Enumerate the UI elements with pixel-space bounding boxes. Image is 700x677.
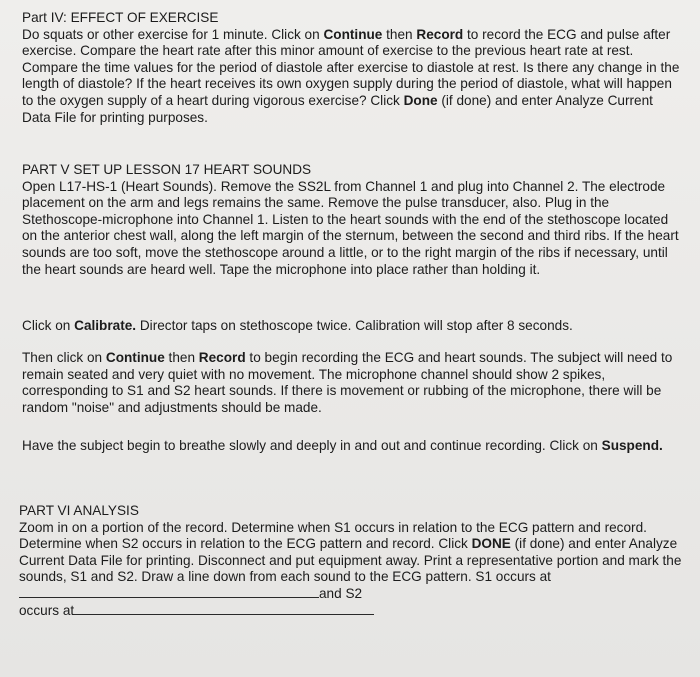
part6-text-1: Zoom in on a portion of the record. Determine when S1 occurs in relation to the ECG pattern and record. Determine when S2 occurs in relation to the ECG pattern and record. Click bbox=[19, 519, 647, 552]
part6-text-2: (if done) and enter Analyze Current Data File for printing. Disconnect and put equipment away. Print a representative portion and mark the sounds, S1 and S2. Draw a line down from each sound to the ECG pattern. S1 occurs at bbox=[19, 536, 682, 585]
part4-body bbox=[22, 27, 682, 127]
part4-text-1: Do squats or other exercise for 1 minute. Click on bbox=[22, 26, 324, 42]
s1-answer-line[interactable] bbox=[19, 596, 319, 598]
part4-text-3: to record the ECG and pulse after exercise. Compare the heart rate after this minor amount of exercise to the previous heart rate at rest. Compare the time values for the period of diastole after exercise to diastole at rest. Is there any change in the length of diastole? If the heart receives its own oxygen supply during the period of diastole, what will happen to the oxygen supply of a heart during vigorous exercise? Click bbox=[22, 26, 680, 108]
part5-section bbox=[22, 162, 682, 278]
part6-heading: PART VI ANALYSIS bbox=[19, 503, 139, 518]
part5-body: Open L17-HS-1 (Heart Sounds). Remove the SS2L from Channel 1 and plug into Channel 2. The electrode placement on the arm and legs remains the same. Remove the pulse transducer, also. Plug in the Stethoscope-microphone into Channel 1. Listen to the heart sounds with the end of the stethoscope located on the anterior chest wall, along the left margin of the sternum, between the second and third ribs. If the heart sounds are too soft, move the stethoscope around a little, or to the right margin of the ribs if necessary, until the heart sounds are heard well. Tape the microphone into place rather than holding it. bbox=[22, 178, 679, 277]
part6-text-4: occurs at bbox=[19, 602, 75, 618]
part4-record-word: Record bbox=[416, 26, 464, 42]
calibrate-text-1: Click on bbox=[22, 318, 75, 333]
s2-answer-line[interactable] bbox=[74, 613, 374, 615]
calibrate-text-2: Director taps on stethoscope twice. Calibration will stop after 8 seconds. bbox=[136, 318, 573, 333]
record-record-word: Record bbox=[198, 350, 246, 365]
calibrate-body bbox=[22, 318, 682, 335]
record-text-3: to begin recording the ECG and heart sounds. The subject will need to remain seated and very quiet with no movement. The microphone channel should show 2 spikes, corresponding to S1 and S2 heart sounds. If there is movement or rubbing of the microphone, there will be random "noise" and adjustments should be made. bbox=[22, 350, 673, 415]
part4-heading: Part IV: EFFECT OF EXERCISE bbox=[22, 10, 219, 25]
part4-section bbox=[22, 10, 682, 126]
record-section bbox=[22, 350, 682, 416]
calibrate-word: Calibrate. bbox=[74, 318, 137, 333]
part6-section bbox=[19, 503, 687, 619]
breathe-section bbox=[22, 438, 682, 455]
breathe-text-1: Have the subject begin to breathe slowly and deeply in and out and continue recording. Click on bbox=[22, 438, 602, 453]
part4-text-4: (if done) and enter Analyze Current Data File for printing purposes. bbox=[22, 92, 653, 125]
record-continue-word: Continue bbox=[105, 350, 165, 365]
record-text-1: Then click on bbox=[22, 350, 106, 365]
suspend-word: Suspend. bbox=[601, 438, 663, 453]
part4-done-word: Done bbox=[403, 92, 438, 108]
part6-body bbox=[19, 520, 687, 620]
part4-continue-word: Continue bbox=[323, 26, 383, 42]
part5-heading: PART V SET UP LESSON 17 HEART SOUNDS bbox=[22, 162, 312, 177]
part4-text-2: then bbox=[382, 26, 417, 42]
record-body bbox=[22, 350, 682, 416]
part6-done-word: DONE bbox=[471, 536, 511, 552]
breathe-body bbox=[22, 438, 682, 455]
record-text-2: then bbox=[164, 350, 199, 365]
calibrate-section bbox=[22, 318, 682, 335]
part6-text-3: and S2 bbox=[319, 585, 363, 601]
